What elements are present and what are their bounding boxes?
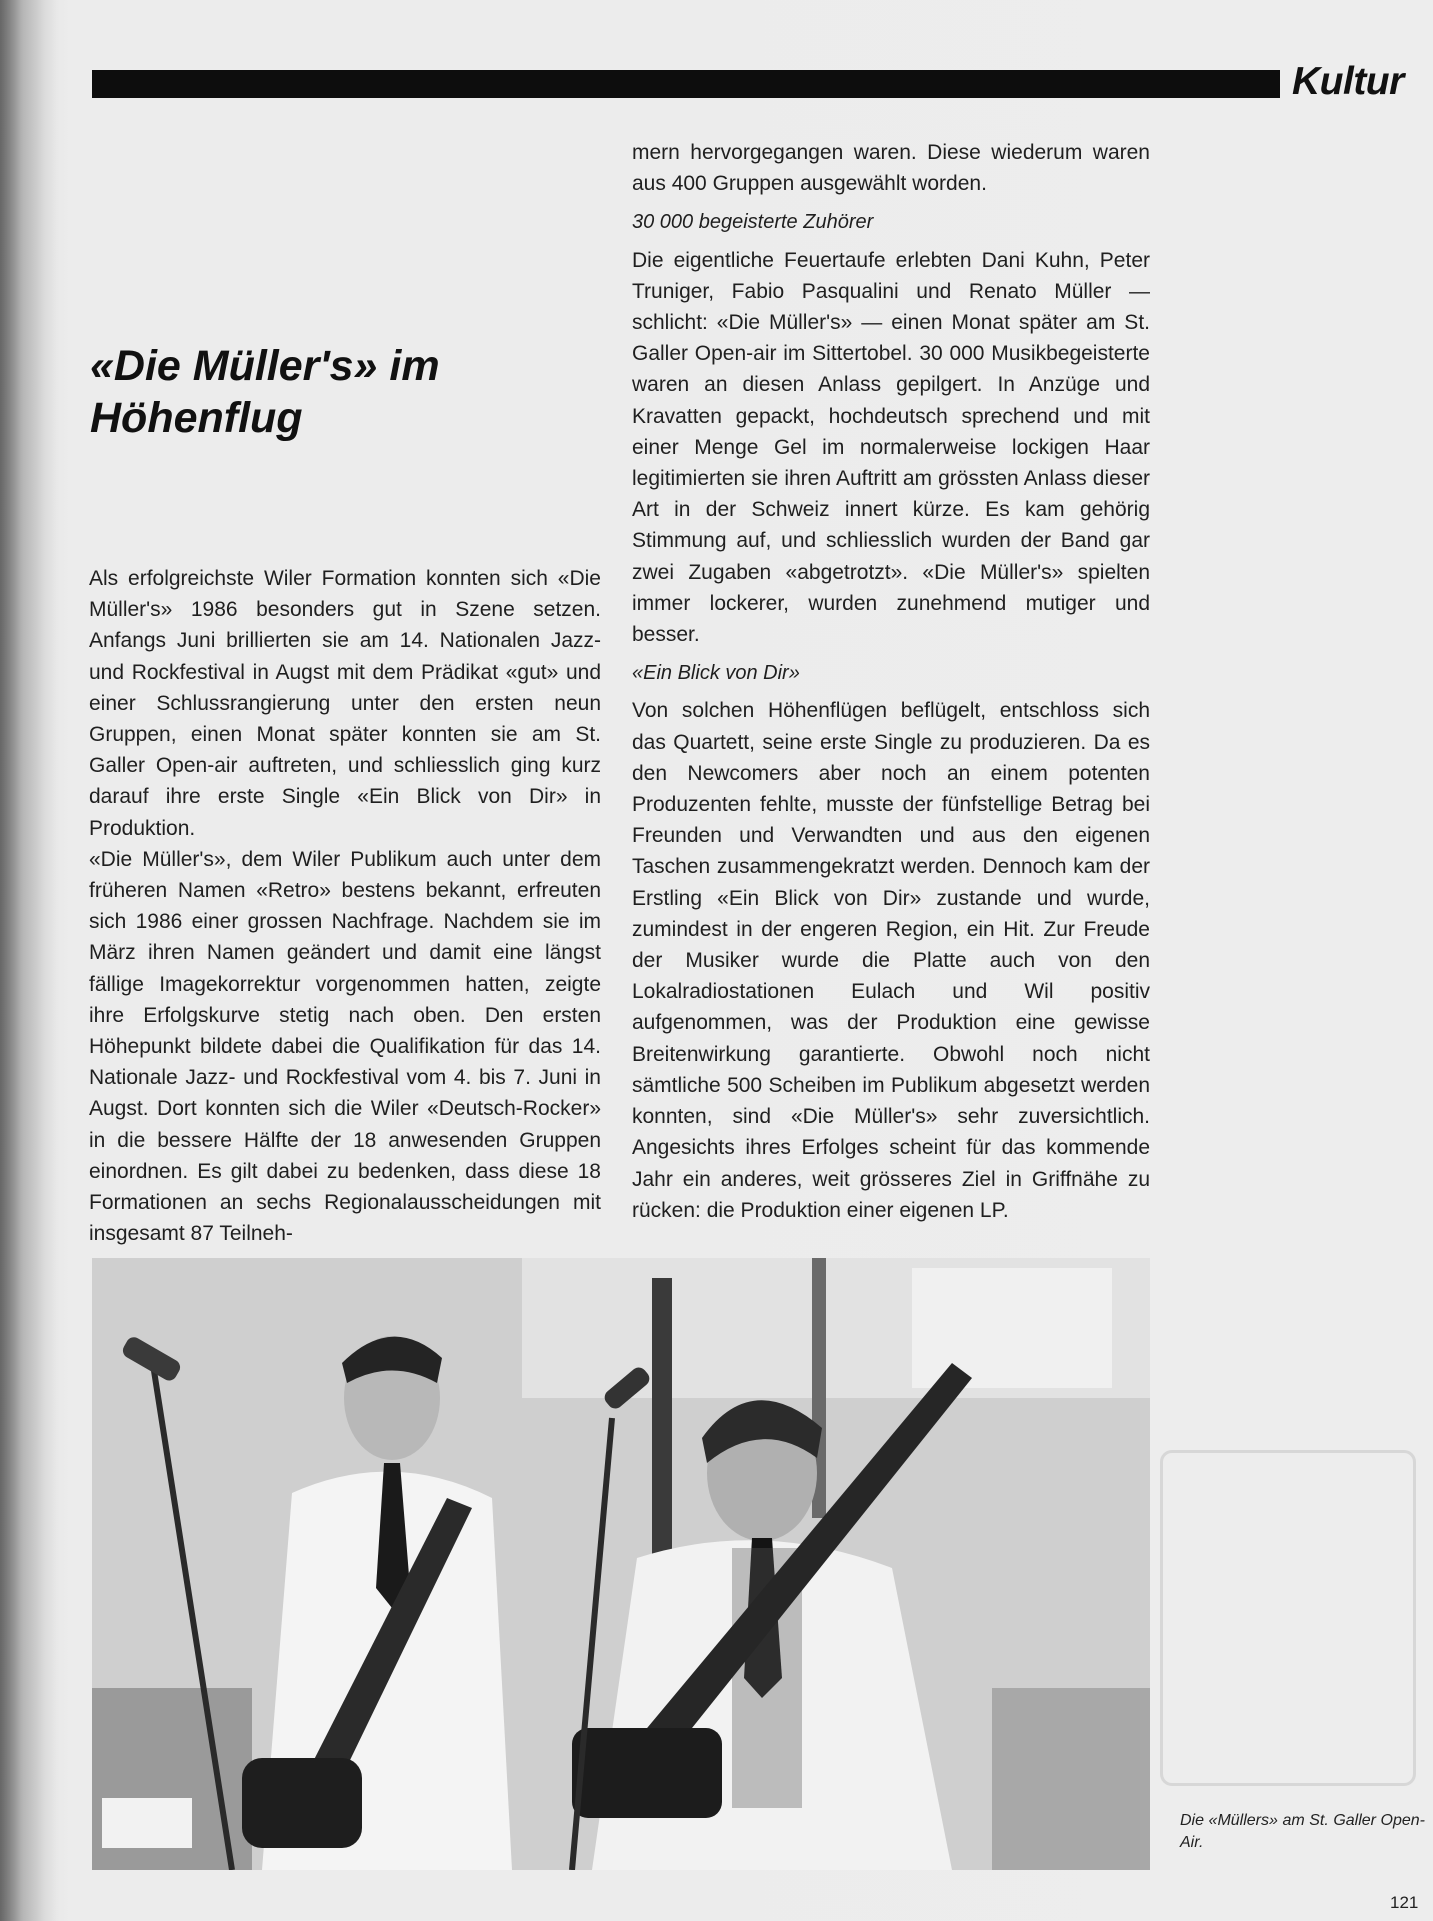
- paragraph: Als erfolgreichste Wiler Formation konnten sich «Die Müller's» 1986 besonders gut in Szene setzen. Anfangs Juni brillierten sie am 14. Nationalen Jazz- und Rockfestival in Augst mit dem Prädikat «gut» und einer Schlussrangierung unter den ersten neun Gruppen, einen Monat später konnten sie am St. Galler Open-air auftreten, und schliesslich ging kurz darauf ihre erste Single «Ein Blick von Dir» in Produktion.: [89, 567, 601, 840]
- paragraph: «Die Müller's», dem Wiler Publikum auch unter dem früheren Namen «Retro» bestens bekannt, erfreuten sich 1986 einer grossen Nachfrage. Nachdem sie im März ihren Namen geändert und damit eine längst fällige Imagekorrektur vorgenommen hatten, zeigte ihre Erfolgskurve stetig nach oben. Den ersten Höhepunkt bildete dabei die Qualifikation für das 14. Nationale Jazz- und Rockfestival vom 4. bis 7. Juni in Augst. Dort konnten sich die Wiler «Deutsch-Rocker» in die bessere Hälfte der 18 anwesenden Gruppen einordnen. Es gilt dabei zu bedenken, dass diese 18 Formationen an sechs Regionalausscheidungen mit insgesamt 87 Teilneh-: [89, 847, 601, 1246]
- band-photo: [92, 1258, 1150, 1870]
- article-headline: «Die Müller's» im Höhenflug: [90, 342, 440, 442]
- page-number: 121: [1390, 1893, 1419, 1912]
- section-label: Kultur: [1292, 60, 1404, 103]
- bleed-through-frame: [1160, 1450, 1416, 1786]
- binding-shadow: [0, 0, 58, 1921]
- subheading: «Ein Blick von Dir»: [632, 662, 800, 685]
- subheading: 30 000 begeisterte Zuhörer: [632, 211, 874, 234]
- band-photo-illustration: [92, 1258, 1150, 1870]
- paragraph: Von solchen Höhenflügen beflügelt, entschloss sich das Quartett, seine erste Single zu produzieren. Da es den Newcomers aber noch an einem potenten Produzenten fehlte, musste der fünfstellige Betrag bei Freunden und Verwandten und aus den eigenen Taschen zusammengekratzt werden. Dennoch kam der Erstling «Ein Blick von Dir» zustande und wurde, zumindest in der engeren Region, ein Hit. Zur Freude der Musiker wurde die Platte auch von den Lokalradiostationen Eulach und Wil positiv aufgenommen, was der Produktion eine gewisse Breitenwirkung garantierte. Obwohl noch nicht sämtliche 500 Scheiben im Publikum abgesetzt werden konnten, sind «Die Müller's» sehr zuversichtlich. Angesichts ihres Erfolges scheint für das kommende Jahr ein anderes, weit grösseres Ziel in Griffnähe zu rücken: die Produktion einer eigenen LP.: [632, 699, 1150, 1222]
- paragraph: Die eigentliche Feuertaufe erlebten Dani Kuhn, Peter Truniger, Fabio Pasqualini und Renato Müller — schlicht: «Die Müller's» — einen Monat später am St. Galler Open-air im Sittertobel. 30 000 Musikbegeisterte waren an diesen Anlass gepilgert. In Anzüge und Kravatten gepackt, hochdeutsch sprechend und mit einer Menge Gel im normalerweise lockigen Haar legitimierten sie ihren Auftritt am grössten Anlass dieser Art in der Schweiz innert kürze. Es kam gehörig Stimmung auf, und schliesslich wurden der Band gar zwei Zugaben «abgetrotzt». «Die Müller's» spielten immer lockerer, wurden zunehmend mutiger und besser.: [632, 248, 1150, 647]
- photo-caption: Die «Müllers» am St. Galler Open-Air.: [1180, 1812, 1425, 1851]
- paragraph: mern hervorgegangen waren. Diese wiederum waren aus 400 Gruppen ausgewählt worden.: [632, 141, 1150, 196]
- article-column-left: [89, 563, 601, 1249]
- header-bar: [92, 70, 1280, 98]
- article-column-right: [632, 137, 1150, 1226]
